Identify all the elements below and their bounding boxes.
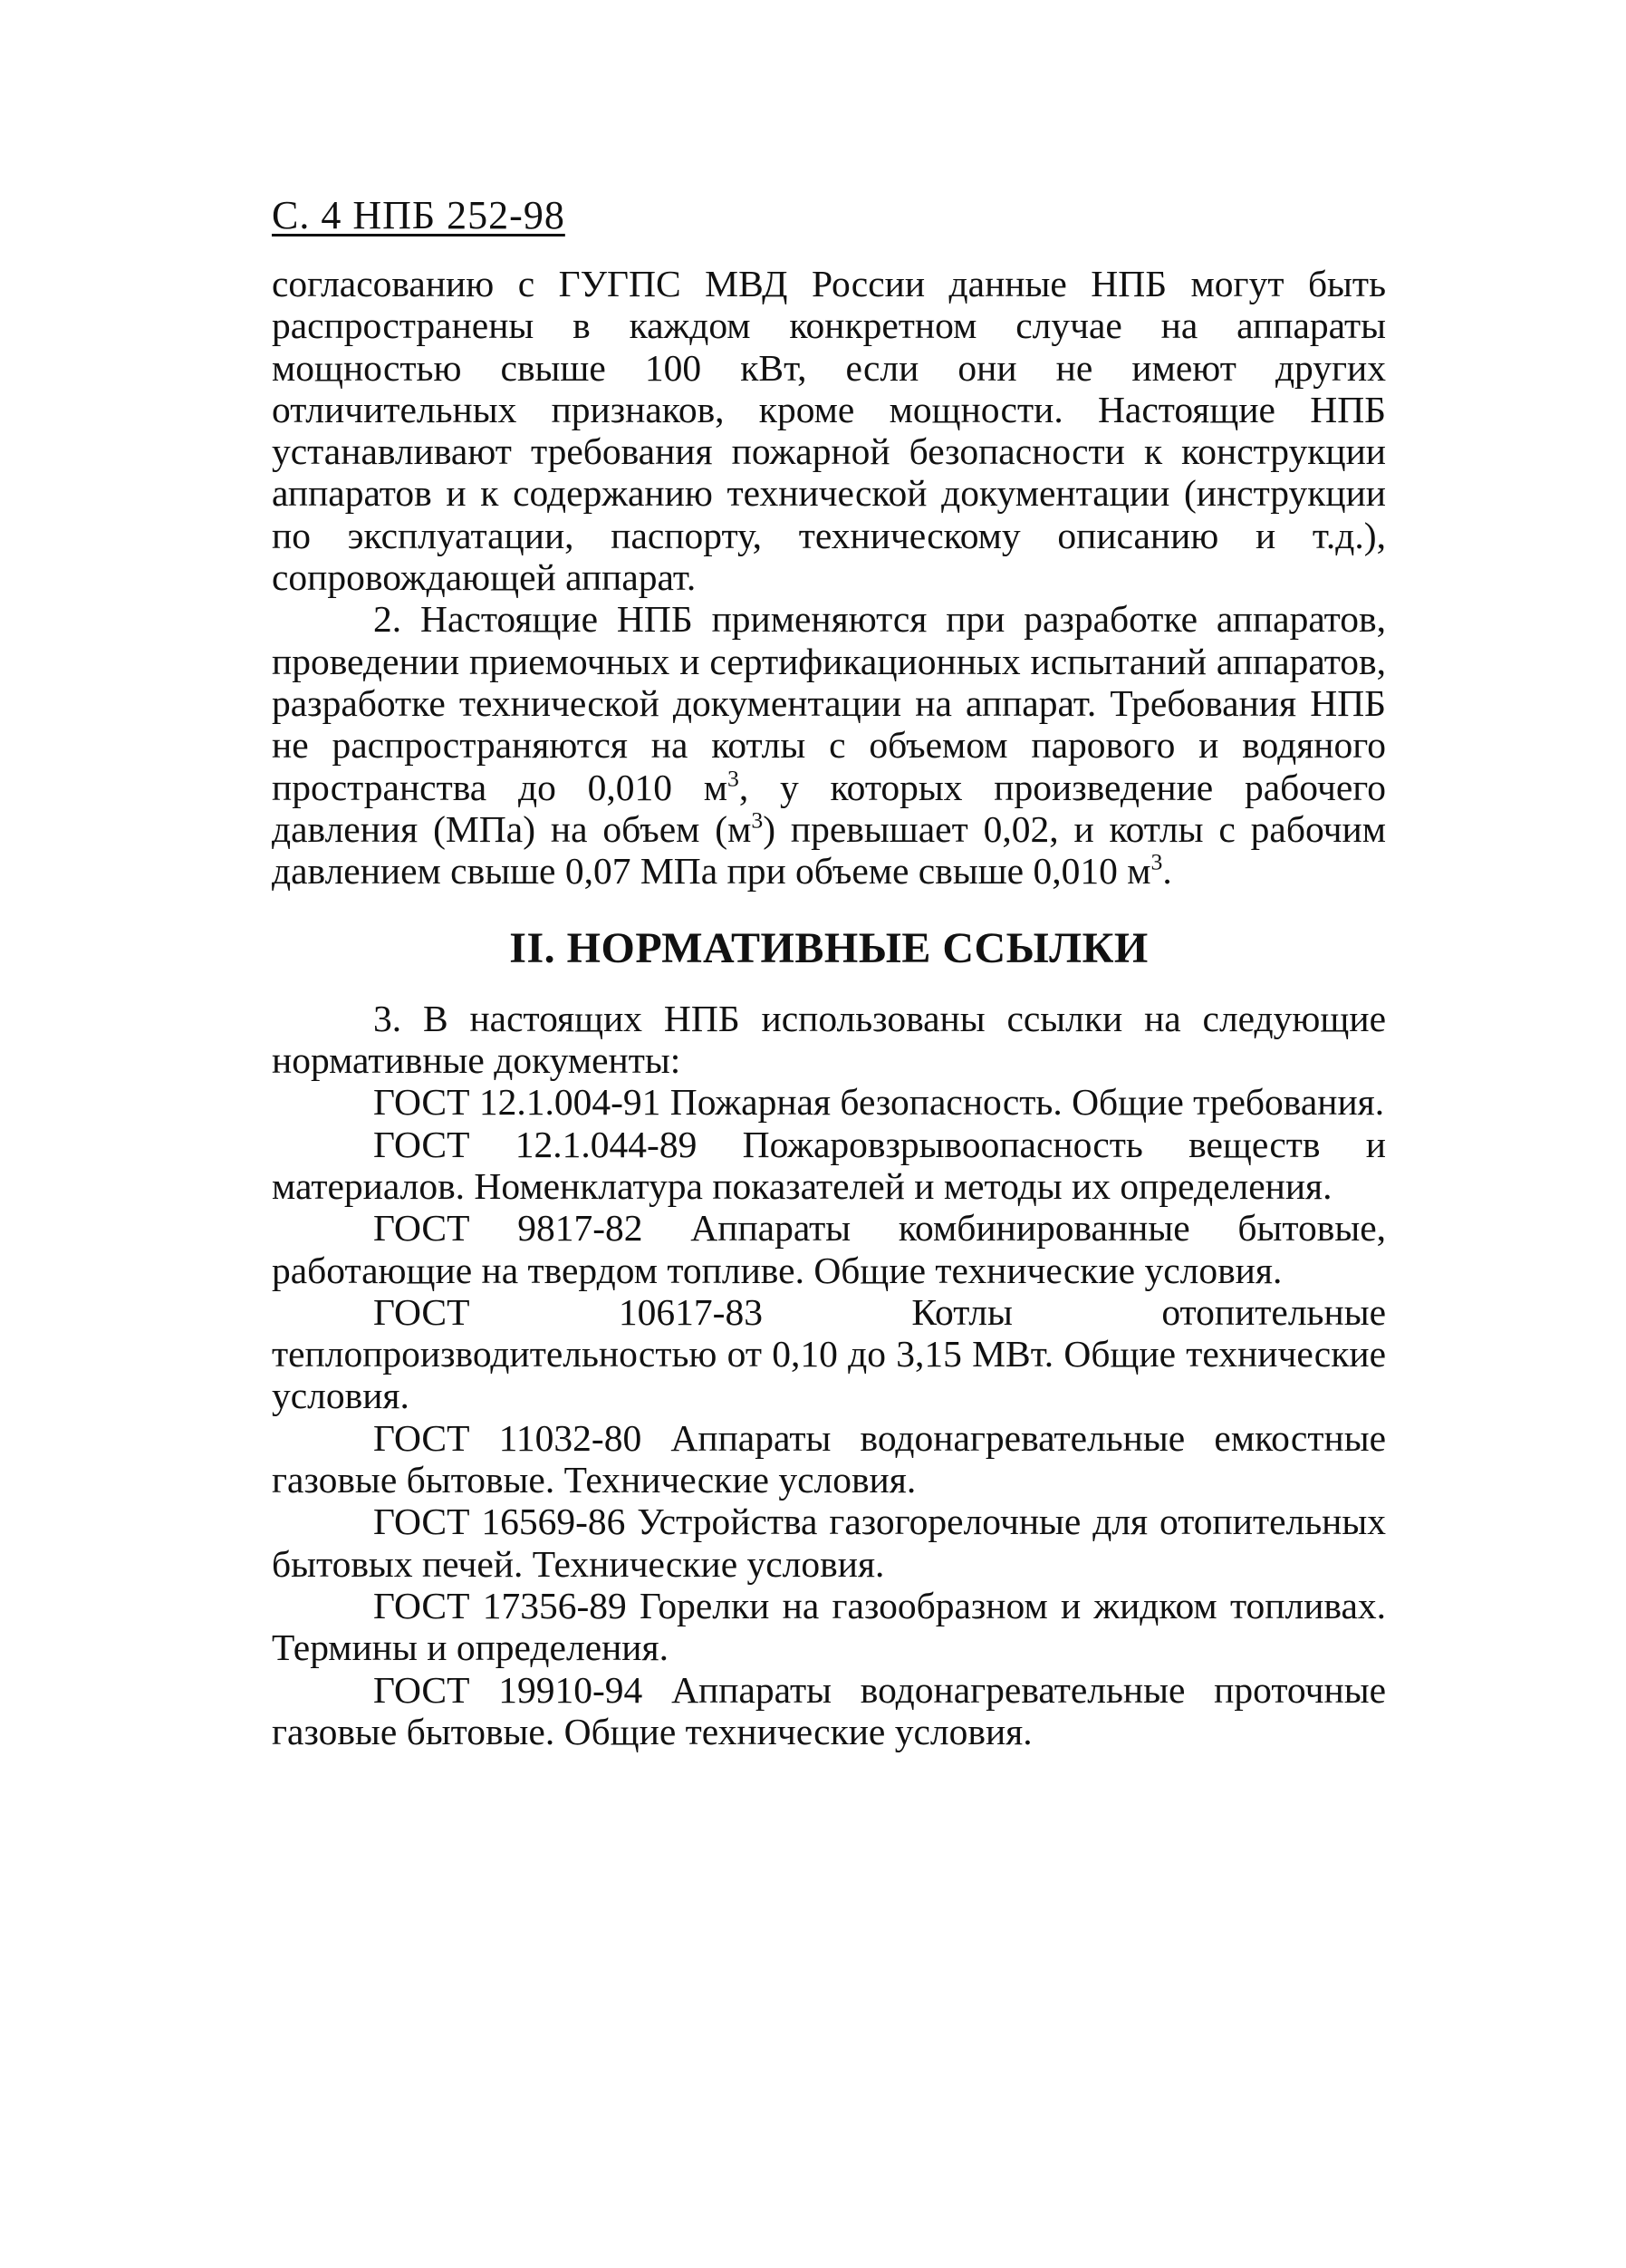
reference-item: ГОСТ 19910-94 Аппараты водонагревательные проточные газовые бытовые. Общие технические условия. [272,1668,1386,1752]
superscript-cubic: 3 [751,806,764,834]
reference-item: ГОСТ 16569-86 Устройства газогорелочные для отопительных бытовых печей. Технические условия. [272,1501,1386,1585]
superscript-cubic: 3 [1150,848,1163,875]
paragraph-2-text-a: 2. Настоящие НПБ применяются при разработке аппаратов, проведении приемочных и сертификационных испытаний аппаратов, разработке технической документации на аппарат. Требования НПБ не распространяются на котлы с объемом парового и водяного пространства до 0,010 м [272,598,1386,808]
paragraph-2 [272,598,1386,892]
section-title: II. НОРМАТИВНЫЕ ССЫЛКИ [509,924,1149,973]
reference-item: ГОСТ 17356-89 Горелки на газообразном и жидком топливах. Термины и определения. [272,1584,1386,1669]
paragraph-3: 3. В настоящих НПБ использованы ссылки на следующие нормативные документы: [272,997,1386,1082]
paragraph-2-text-b: , у которых произведение рабочего давления (МПа) на объем (м [272,766,1386,850]
paragraph-2-text-d: . [1162,850,1172,893]
paragraph-1-continuation: согласованию с ГУГПС МВД России данные НПБ могут быть распространены в каждом конкретном случае на аппараты мощностью свыше 100 кВт, если они не имеют других отличительных признаков, кроме мощности. Настоящие НПБ устанавливают требования пожарной безопасности к конструкции аппаратов и к содержанию технической документации (инструкции по эксплуатации, паспорту, техническому описанию и т.д.), сопровождающей аппарат. [272,263,1386,599]
reference-item: ГОСТ 12.1.044-89 Пожаровзрывоопасность веществ и материалов. Номенклатура показателей и методы их определения. [272,1123,1386,1207]
reference-item: ГОСТ 12.1.004-91 Пожарная безопасность. Общие требования. [373,1081,1385,1124]
running-header: С. 4 НПБ 252-98 [272,193,565,237]
paragraph-2-text-c: ) превышает 0,02, и котлы с рабочим давлением свыше 0,07 МПа при объеме свыше 0,010 м [272,807,1386,893]
reference-item: ГОСТ 11032-80 Аппараты водонагревательные емкостные газовые бытовые. Технические условия. [272,1416,1386,1501]
reference-item: ГОСТ 9817-82 Аппараты комбинированные бытовые, работающие на твердом топливе. Общие технические условия. [272,1207,1386,1291]
reference-item: ГОСТ 10617-83 Котлы отопительные теплопроизводительностью от 0,10 до 3,15 МВт. Общие технические условия. [272,1290,1386,1417]
page-body [272,263,1386,1752]
superscript-cubic: 3 [727,765,739,792]
